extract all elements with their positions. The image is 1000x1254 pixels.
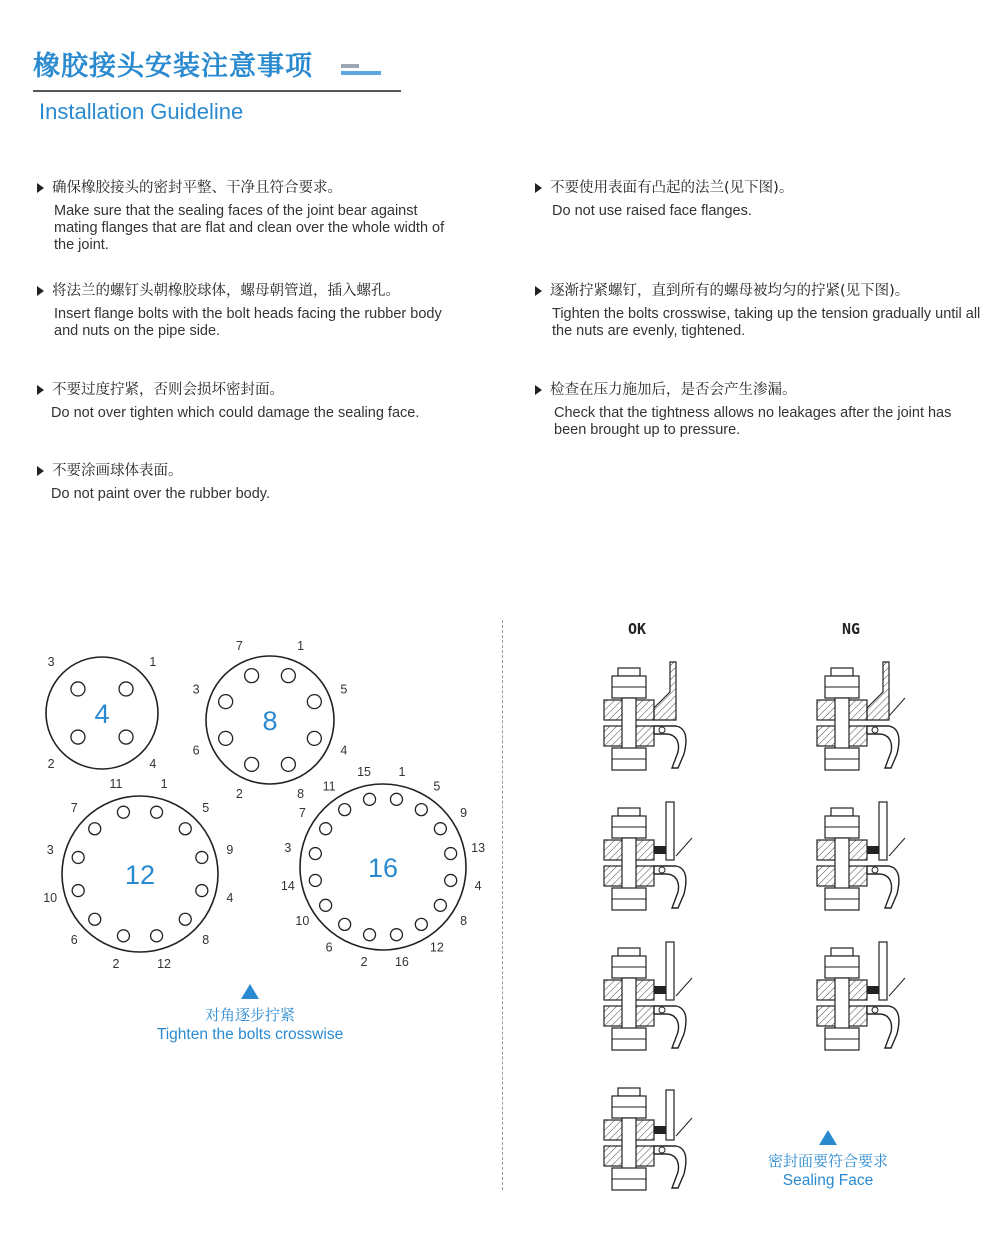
bolt-sequence-label: 8 [202, 932, 210, 947]
seal-ring [659, 867, 665, 873]
bolt-sequence-label: 6 [325, 940, 333, 955]
bolt-sequence-label: 5 [202, 801, 210, 816]
bolt-caption-cn: 对角逐步拧紧 [204, 1006, 295, 1024]
bolt-hole [339, 804, 351, 816]
bolt-head [831, 668, 853, 676]
bolt-hole [117, 806, 129, 818]
bolt-hole [245, 669, 259, 683]
bolt-sequence-label: 7 [298, 806, 306, 821]
ng-flange-diagram [817, 662, 905, 770]
leader-line [676, 1118, 692, 1136]
gasket [654, 986, 666, 994]
bolt-hole [320, 823, 332, 835]
rubber-body [867, 726, 899, 768]
guideline-cn: 不要涂画球体表面。 [52, 463, 183, 479]
bolt-sequence-label: 16 [394, 955, 409, 970]
up-arrow-icon [819, 1130, 837, 1145]
bolt-shank [622, 698, 636, 750]
bolt-sequence-label: 2 [235, 786, 243, 801]
bolt-sequence-label: 15 [357, 764, 372, 779]
rubber-body [867, 866, 899, 908]
bolt-head [831, 808, 853, 816]
bolt-sequence-label: 6 [192, 743, 200, 758]
bolt-sequence-label: 5 [433, 779, 441, 794]
gasket [654, 846, 666, 854]
rubber-body [867, 1006, 899, 1048]
bolt-sequence-label: 8 [460, 913, 468, 928]
raised-flange [867, 662, 889, 720]
mating-flange [666, 942, 674, 1000]
seal-ring [659, 1147, 665, 1153]
mating-flange [666, 1090, 674, 1140]
bolt-sequence-label: 13 [471, 841, 486, 856]
bolt-sequence-label: 11 [109, 777, 123, 792]
page-subtitle: Installation Guideline [39, 99, 244, 124]
bolt-hole [364, 793, 376, 805]
bolt-hole [309, 848, 321, 860]
guideline-en: Tighten the bolts crosswise, taking up the tension gradually until all the nuts are evenly, tightened. [552, 306, 981, 339]
seal-ring [872, 867, 878, 873]
leader-line [676, 978, 692, 996]
bolt-sequence-label: 6 [70, 932, 78, 947]
leader-line [889, 698, 905, 716]
bolt-sequence-label: 9 [226, 842, 234, 857]
leader-line [889, 838, 905, 856]
bolt-sequence-label: 3 [284, 841, 292, 856]
bolt-hole [196, 851, 208, 863]
bolt-shank [835, 978, 849, 1030]
leader-line [676, 838, 692, 856]
ok-flange-diagram [604, 802, 692, 910]
sealing-caption [728, 1130, 928, 1191]
bolt-hole [71, 730, 85, 744]
bolt-hole [364, 929, 376, 941]
bolt-sequence-label: 8 [297, 786, 305, 801]
bolt-hole [179, 823, 191, 835]
bolt-hole [390, 929, 402, 941]
bolt-sequence-label: 1 [297, 639, 305, 654]
bolt-head [831, 948, 853, 956]
guideline-cn: 将法兰的螺钉头朝橡胶球体，螺母朝管道，插入螺孔。 [52, 283, 400, 299]
bolt-shank [622, 1118, 636, 1170]
bolt-sequence-label: 12 [157, 956, 172, 971]
bolt-sequence-label: 3 [192, 682, 200, 697]
bolt-head [618, 668, 640, 676]
bolt-hole [89, 823, 101, 835]
bolt-hole [219, 695, 233, 709]
bolt-head [618, 1088, 640, 1096]
sealing-caption-cn: 密封面要符合要求 [767, 1152, 888, 1170]
mating-flange [666, 802, 674, 860]
bolt-hole [445, 874, 457, 886]
gasket [867, 846, 879, 854]
bolt-hole [151, 806, 163, 818]
bolt-sequence-label: 3 [47, 655, 55, 670]
ng-flange-diagram [817, 942, 905, 1050]
bolt-shank [622, 978, 636, 1030]
bolt-sequence-label: 1 [160, 777, 168, 792]
rubber-body [654, 866, 686, 908]
guideline-en: Do not use raised face flanges. [552, 203, 752, 219]
bolt-sequence-label: 7 [70, 801, 78, 816]
ok-flange-diagram [604, 662, 686, 770]
rubber-body [654, 1006, 686, 1048]
bolt-hole [119, 730, 133, 744]
mating-flange [879, 942, 887, 1000]
bolt-hole [281, 757, 295, 771]
bolt-count-label: 8 [262, 706, 278, 736]
bolt-sequence-label: 12 [429, 940, 444, 955]
guideline-cn: 检查在压力施加后，是否会产生渗漏。 [550, 382, 797, 398]
bolt-sequence-label: 2 [112, 956, 120, 971]
bolt-hole [71, 682, 85, 696]
bolt-hole [339, 918, 351, 930]
bolt-sequence-label: 14 [280, 878, 295, 893]
guideline-cn: 逐渐拧紧螺钉，直到所有的螺母被均匀的拧紧(见下图)。 [550, 283, 910, 299]
bolt-pattern-4 [46, 655, 158, 771]
seal-ring [872, 727, 878, 733]
bolt-sequence-label: 2 [47, 756, 55, 771]
raised-flange [654, 662, 676, 720]
bolt-hole [196, 885, 208, 897]
bolt-count-label: 12 [124, 860, 156, 890]
bolt-sequence-label: 9 [460, 806, 468, 821]
bolt-sequence-label: 1 [149, 655, 157, 670]
page-title: 橡胶接头安装注意事项 [33, 51, 313, 82]
guideline-en: Make sure that the sealing faces of the joint bear against mating flanges that are flat and clean over the whole width of the joint. [54, 203, 445, 253]
bolt-shank [835, 838, 849, 890]
bolt-hole [89, 913, 101, 925]
bolt-sequence-label: 4 [226, 891, 234, 906]
bolt-sequence-label: 11 [322, 779, 336, 794]
mating-flange [879, 802, 887, 860]
up-arrow-icon [241, 984, 259, 999]
bolt-hole [72, 885, 84, 897]
bolt-head [618, 948, 640, 956]
guideline-en: Insert flange bolts with the bolt heads facing the rubber body and nuts on the pipe side. [54, 306, 442, 339]
guideline-en: Do not paint over the rubber body. [51, 486, 270, 502]
bolt-sequence-label: 5 [340, 682, 348, 697]
bolt-count-label: 4 [94, 699, 110, 729]
rubber-body [654, 726, 686, 768]
bolt-hole [307, 731, 321, 745]
bolt-sequence-label: 4 [149, 756, 157, 771]
seal-ring [659, 1007, 665, 1013]
bolt-pattern-16 [281, 765, 485, 969]
bolt-sequence-label: 1 [398, 764, 406, 779]
bolt-hole [151, 930, 163, 942]
bolt-shank [622, 838, 636, 890]
seal-ring [659, 727, 665, 733]
bolt-sequence-label: 4 [340, 743, 348, 758]
bolt-sequence-label: 4 [474, 878, 482, 893]
bolt-caption [130, 984, 370, 1045]
bolt-hole [434, 823, 446, 835]
gasket [867, 986, 879, 994]
bolt-hole [245, 757, 259, 771]
bolt-sequence-label: 10 [43, 891, 58, 906]
bolt-hole [309, 874, 321, 886]
sealing-caption-en: Sealing Face [782, 1172, 874, 1189]
guideline-en: Check that the tightness allows no leakages after the joint has been brought up to pressure. [554, 405, 952, 438]
ok-flange-diagram [604, 1088, 692, 1190]
seal-ring [872, 1007, 878, 1013]
bolt-pattern-8 [193, 639, 348, 801]
guideline-cn: 不要使用表面有凸起的法兰(见下图)。 [550, 180, 794, 196]
bolt-hole [117, 930, 129, 942]
bolt-sequence-label: 7 [235, 639, 243, 654]
bolt-sequence-label: 10 [295, 913, 310, 928]
guideline-en: Do not over tighten which could damage the sealing face. [51, 405, 420, 421]
ng-flange-diagram [817, 802, 905, 910]
bolt-hole [390, 793, 402, 805]
bolt-sequence-label: 2 [360, 955, 368, 970]
bolt-hole [281, 669, 295, 683]
bolt-hole [434, 899, 446, 911]
bolt-hole [415, 804, 427, 816]
guideline-cn: 不要过度拧紧，否则会损坏密封面。 [52, 382, 284, 398]
bolt-hole [320, 899, 332, 911]
bolt-head [618, 808, 640, 816]
bolt-hole [307, 695, 321, 709]
bolt-count-label: 16 [367, 853, 399, 883]
ng-label: NG [842, 620, 861, 638]
guideline-cn: 确保橡胶接头的密封平整、干净且符合要求。 [52, 180, 342, 196]
bolt-hole [72, 851, 84, 863]
leader-line [889, 978, 905, 996]
bolt-hole [219, 731, 233, 745]
bolt-shank [835, 698, 849, 750]
bolt-hole [415, 918, 427, 930]
bolt-hole [119, 682, 133, 696]
bolt-pattern-12 [43, 777, 233, 971]
gasket [654, 1126, 666, 1134]
bolt-hole [445, 848, 457, 860]
bolt-sequence-label: 3 [46, 842, 54, 857]
rubber-body [654, 1146, 686, 1188]
ok-flange-diagram [604, 942, 692, 1050]
ok-label: OK [628, 620, 647, 638]
bolt-hole [179, 913, 191, 925]
bolt-caption-en: Tighten the bolts crosswise [156, 1026, 344, 1043]
